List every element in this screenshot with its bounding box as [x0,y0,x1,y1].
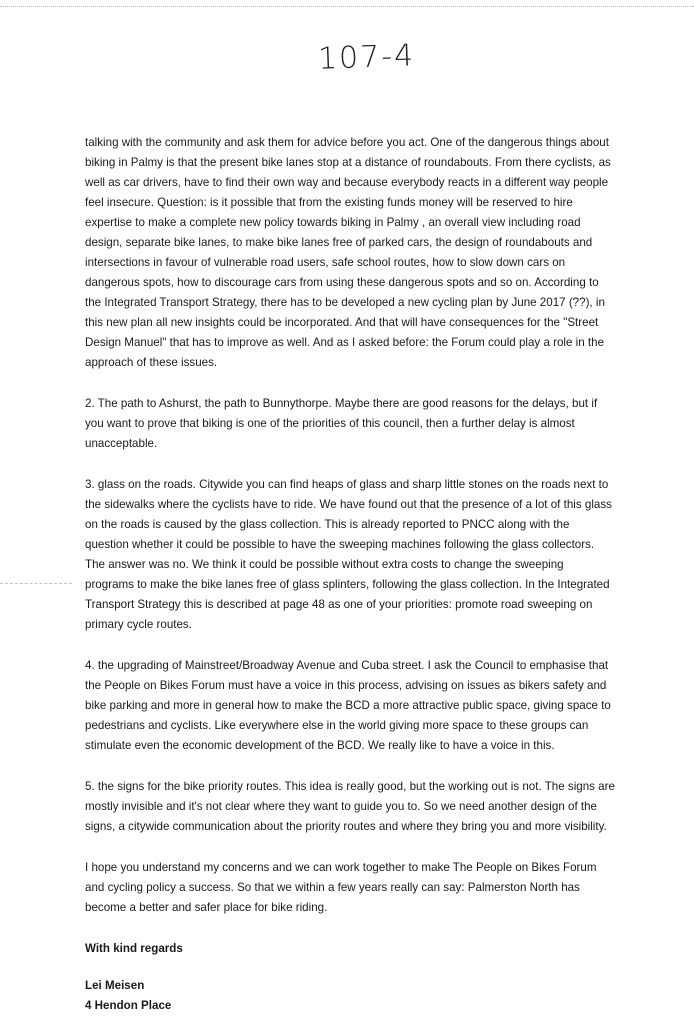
signature-name: Lei Meisen [85,979,145,992]
paragraph-point-5: 5. the signs for the bike priority routes. This idea is really good, but the working out is not. The signs are mostly invisible and it's not clear where they want to guide you to. So we need another design of the signs, a citywide communication about the priority routes and where they bring you and more visibility. [85,780,615,833]
paragraph-intro: talking with the community and ask them for advice before you act. One of the dangerous things about biking in Palmy is that the present bike lanes stop at a distance of roundabouts. From there cyclists, as well as car drivers, have to find their own way and because everybody reacts in a different way people feel insecure. Question: is it possible that from the existing funds money will be reserved to hire expertise to make a complete new policy towards biking in Palmy , an overall view including road design, separate bike lanes, to make bike lanes free of parked cars, the design of roundabouts and intersections in favour of vulnerable road users, safe school routes, how to slow down cars on dangerous spots, how to discourage cars from using these dangerous spots and so on. According to the Integrated Transport Strategy, there has to be developed a new cycling plan by June 2017 (??), in this new plan all new insights could be incorporated. And that will have consequences for the "Street Design Manuel" that has to improve as well. And as I asked before: the Forum could play a role in the approach of these issues. [85,136,611,369]
paragraph-point-4: 4. the upgrading of Mainstreet/Broadway Avenue and Cuba street. I ask the Council to emphasise that the People on Bikes Forum must have a voice in this process, advising on issues as bikers safety and bike parking and more in general how to make the BCD a more attractive public space, giving space to pedestrians and cyclists. Like everywhere else in the world giving more space to these groups can stimulate even the economic development of the BCD. We really like to have a voice in this. [85,659,611,752]
scan-edge-line [0,6,694,7]
letter-body [85,133,615,1016]
handwritten-page-number: 107-4 [317,38,416,77]
paragraph-point-3: 3. glass on the roads. Citywide you can find heaps of glass and sharp little stones on the roads next to the sidewalks where the cyclists have to ride. We have found out that the presence of a lot of this glass on the roads is caused by the glass collection. This is already reported to PNCC along with the question whether it could be possible to have the sweeping machines following the glass collectors. The answer was no. We think it could be possible without extra costs to change the sweeping programs to make the bike lanes free of glass splinters, following the glass collection. In the Integrated Transport Strategy this is described at page 48 as one of your priorities: promote road sweeping on primary cycle routes. [85,478,612,631]
scan-margin-mark [0,583,72,584]
paragraph-conclusion: I hope you understand my concerns and we can work together to make The People on Bikes Forum and cycling policy a success. So that we within a few years really can say: Palmerston North has become a better and safer place for bike riding. [85,861,597,914]
closing-salutation: With kind regards [85,942,183,955]
paragraph-point-2: 2. The path to Ashurst, the path to Bunnythorpe. Maybe there are good reasons for the delays, but if you want to prove that biking is one of the priorities of this council, then a further delay is almost unacceptable. [85,397,598,450]
signature-address: 4 Hendon Place [85,999,172,1012]
